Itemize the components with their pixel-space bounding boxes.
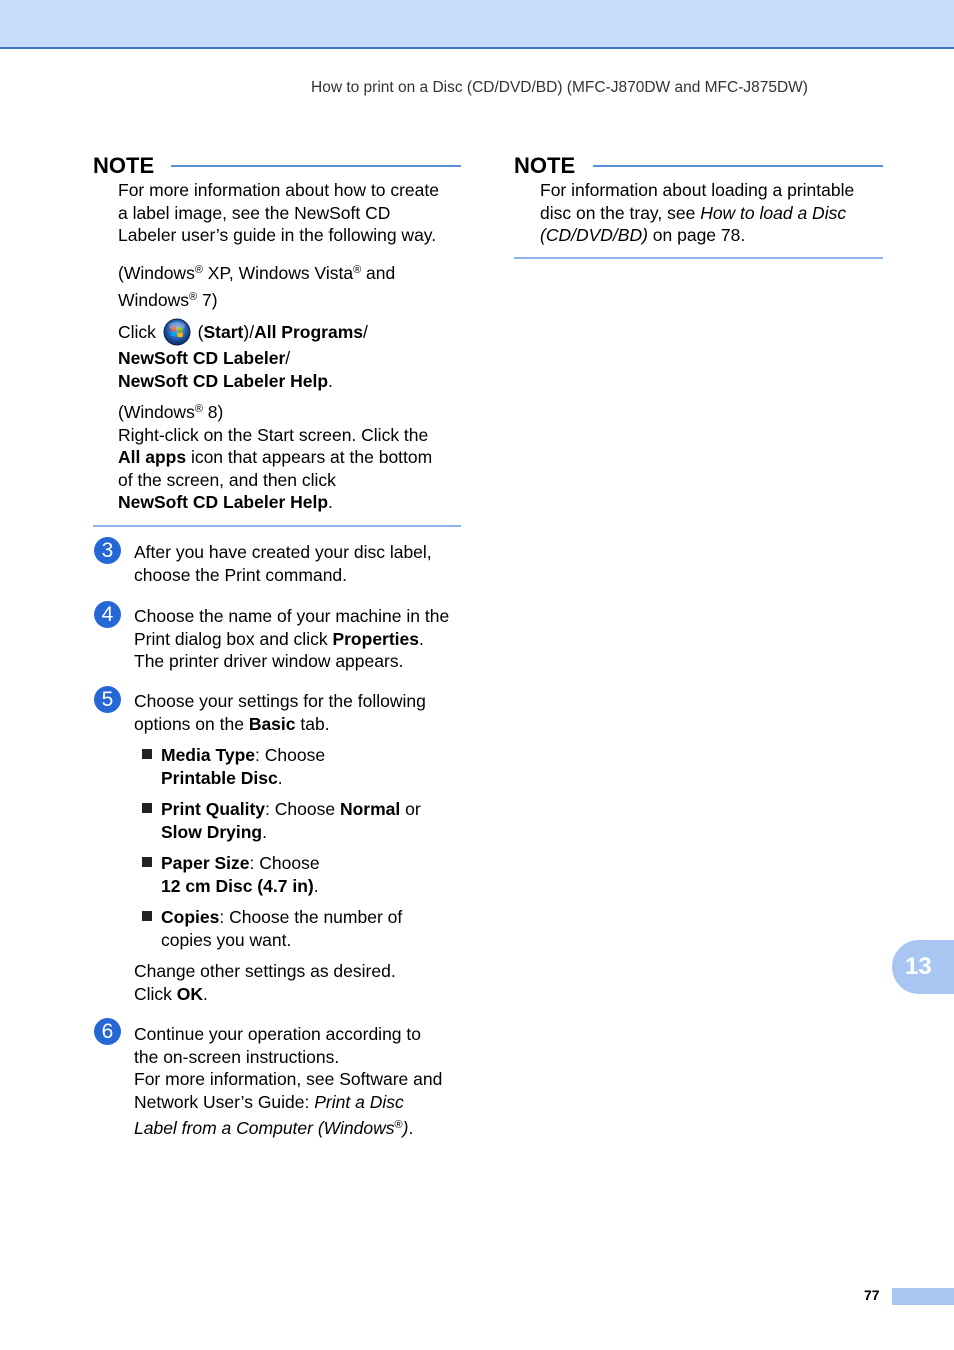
step-number-badge: 3 xyxy=(94,537,121,564)
top-header-band xyxy=(0,0,954,49)
windows-start-icon xyxy=(163,318,191,346)
bullet-square xyxy=(142,857,152,867)
note-heading-right: NOTE xyxy=(514,153,576,178)
note-left-win8: (Windows® 8) Right-click on the Start screen. Click the All apps icon that appears at the bottom of the screen, and then click NewSoft CD Labeler Help. xyxy=(118,402,433,512)
note-end-rule-left xyxy=(93,525,461,527)
step-4-text: Choose the name of your machine in the Print dialog box and click Properties. The printer driver window appears. xyxy=(134,606,450,671)
note-end-rule-right xyxy=(514,257,883,259)
note-left-win7-heading: (Windows® XP, Windows Vista® and Windows® 7) xyxy=(118,263,396,310)
step-number-badge: 4 xyxy=(94,601,121,628)
bullet-paper-size: Paper Size: Choose 12 cm Disc (4.7 in). xyxy=(161,853,320,896)
step-6-text: Continue your operation according to the on-screen instructions. For more information, see Software and Network User’s Guide: Print a Disc Label from a Computer (Windows®). xyxy=(134,1024,443,1138)
bullet-square xyxy=(142,803,152,813)
note-rule-right xyxy=(593,165,883,167)
running-title: How to print on a Disc (CD/DVD/BD) (MFC-J870DW and MFC-J875DW) xyxy=(311,79,808,96)
bullet-print-quality: Print Quality: Choose Normal or Slow Drying. xyxy=(161,799,421,842)
step-3-text: After you have created your disc label, choose the Print command. xyxy=(134,542,432,585)
note-left-intro: For more information about how to create a label image, see the NewSoft CD Labeler user’s guide in the following way. xyxy=(118,180,439,245)
bullet-copies: Copies: Choose the number of copies you want. xyxy=(161,907,403,950)
bullet-square xyxy=(142,749,152,759)
step-number-badge: 6 xyxy=(94,1018,121,1045)
chapter-tab: 13 xyxy=(892,940,954,994)
note-right-text: For information about loading a printable disc on the tray, see How to load a Disc (CD/DVD/BD) on page 78. xyxy=(540,180,855,245)
link-how-to-load-disc[interactable]: How to load a Disc xyxy=(700,202,847,223)
bullet-square xyxy=(142,911,152,921)
step-5-text: Choose your settings for the following options on the Basic tab. xyxy=(134,691,426,734)
step-number-badge: 5 xyxy=(94,686,121,713)
link-cd-dvd-bd[interactable]: (CD/DVD/BD) xyxy=(540,225,648,245)
step-5-after-text: Change other settings as desired. Click OK. xyxy=(134,961,396,1004)
note-left-win7-instructions: Click (Start)/All Programs/ NewSoft CD Labeler/ NewSoft CD Labeler Help. xyxy=(118,318,368,392)
page-number-bar xyxy=(892,1288,954,1305)
page-number: 77 xyxy=(864,1287,880,1303)
bullet-media-type: Media Type: Choose Printable Disc. xyxy=(161,745,326,788)
note-heading-left: NOTE xyxy=(93,153,155,178)
note-rule-left xyxy=(171,165,461,167)
